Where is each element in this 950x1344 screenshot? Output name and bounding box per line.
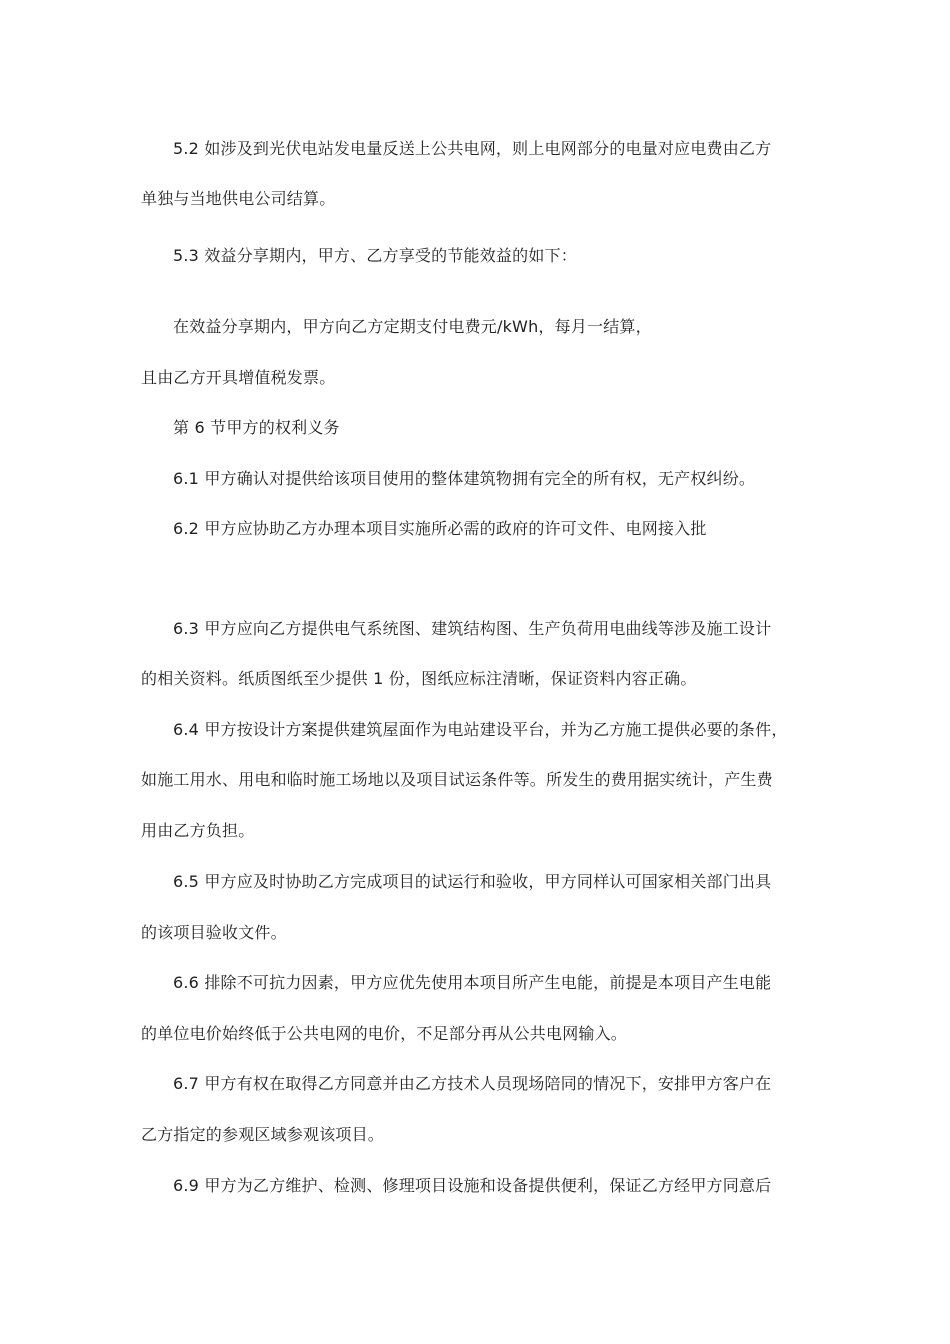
paragraph-line: 乙方指定的参观区域参观该项目。 [141, 1125, 385, 1144]
paragraph-line: 5.2 如涉及到光伏电站发电量反送上公共电网，则上电网部分的电量对应电费由乙方 [173, 139, 772, 158]
paragraph-line: 的该项目验收文件。 [141, 923, 287, 942]
paragraph-line: 如施工用水、用电和临时施工场地以及项目试运条件等。所发生的费用据实统计，产生费 [141, 770, 773, 789]
paragraph-line: 6.5 甲方应及时协助乙方完成项目的试运行和验收，甲方同样认可国家相关部门出具 [173, 872, 772, 891]
paragraph-line: 6.9 甲方为乙方维护、检测、修理项目设施和设备提供便利，保证乙方经甲方同意后 [173, 1176, 772, 1195]
paragraph-line: 6.1 甲方确认对提供给该项目使用的整体建筑物拥有完全的所有权，无产权纠纷。 [173, 469, 756, 488]
paragraph-line: 5.3 效益分享期内，甲方、乙方享受的节能效益的如下： [173, 246, 577, 265]
section-heading: 第 6 节甲方的权利义务 [173, 418, 340, 437]
paragraph-line: 的相关资料。纸质图纸至少提供 1 份，图纸应标注清晰，保证资料内容正确。 [141, 669, 697, 688]
paragraph-line: 用由乙方负担。 [141, 821, 255, 840]
paragraph-line: 6.6 排除不可抗力因素，甲方应优先使用本项目所产生电能，前提是本项目产生电能 [173, 973, 772, 992]
paragraph-line: 6.2 甲方应协助乙方办理本项目实施所必需的政府的许可文件、电网接入批 [173, 519, 707, 538]
paragraph-line: 6.4 甲方按设计方案提供建筑屋面作为电站建设平台，并为乙方施工提供必要的条件， [173, 720, 788, 739]
paragraph-line: 且由乙方开具增值税发票。 [141, 368, 336, 387]
paragraph-line: 单独与当地供电公司结算。 [141, 189, 336, 208]
paragraph-line: 6.3 甲方应向乙方提供电气系统图、建筑结构图、生产负荷用电曲线等涉及施工设计 [173, 619, 772, 638]
paragraph-line: 的单位电价始终低于公共电网的电价，不足部分再从公共电网输入。 [141, 1024, 628, 1043]
paragraph-line: 6.7 甲方有权在取得乙方同意并由乙方技术人员现场陪同的情况下，安排甲方客户在 [173, 1074, 772, 1093]
paragraph-line: 在效益分享期内，甲方向乙方定期支付电费元/kWh，每月一结算， [173, 317, 652, 336]
